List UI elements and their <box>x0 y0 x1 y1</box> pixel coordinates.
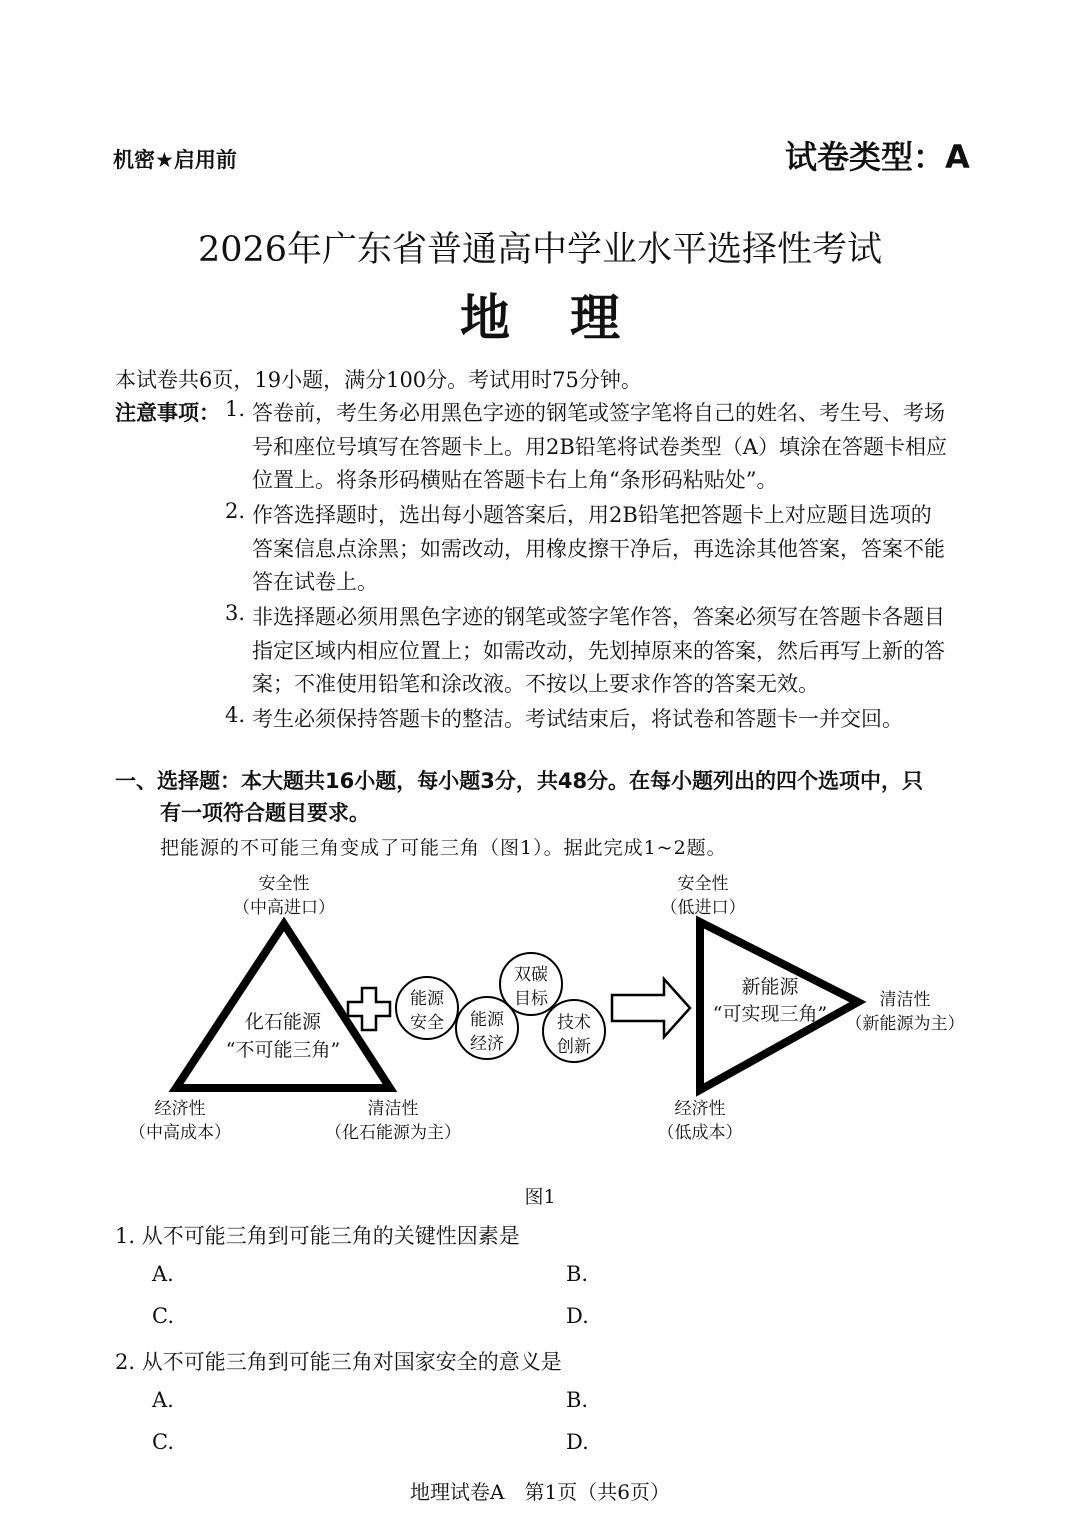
note-number: 1. <box>225 397 246 421</box>
right-center-2: “可实现三角” <box>712 1003 828 1025</box>
right-r-label: 清洁性 <box>879 990 931 1010</box>
left-br-label: 清洁性 <box>367 1099 419 1119</box>
note-number: 3. <box>225 601 246 625</box>
note-line: 号和座位号填写在答题卡上。用2B铅笔将试卷类型（A）填涂在答题卡相应 <box>252 435 947 459</box>
page-footer: 地理试卷A 第1页（共6页） <box>410 1480 670 1504</box>
right-r-sub: （新能源为主） <box>845 1014 965 1034</box>
energy-triangle-figure <box>0 860 1080 1160</box>
note-line: 指定区域内相应位置上；如需改动，先划掉原来的答案，然后再写上新的答 <box>252 639 945 663</box>
left-top-sub: （中高进口） <box>233 898 335 918</box>
left-center-1: 化石能源 <box>244 1011 322 1033</box>
left-bl-label: 经济性 <box>154 1099 206 1119</box>
option-d: D. <box>566 1304 589 1328</box>
note-line: 非选择题必须用黑色字迹的钢笔或签字笔作答，答案必须写在答题卡各题目 <box>252 605 945 629</box>
circle-text: 能源 <box>410 989 444 1009</box>
circle-text: 安全 <box>410 1013 444 1033</box>
left-br-sub: （化石能源为主） <box>325 1123 461 1143</box>
right-bot-sub: （低成本） <box>657 1123 743 1143</box>
question-1-stem: 1. 从不可能三角到可能三角的关键性因素是 <box>115 1224 520 1248</box>
section-heading: 一、选择题：本大题共16小题，每小题3分，共48分。在每小题列出的四个选项中，只 <box>115 769 924 793</box>
circle-text: 经济 <box>470 1034 504 1054</box>
subject-title: 地理 <box>460 289 680 347</box>
note-line: 作答选择题时，选出每小题答案后，用2B铅笔把答题卡上对应题目选项的 <box>252 503 932 527</box>
note-line: 答在试卷上。 <box>252 570 378 594</box>
left-center-2: “不可能三角” <box>225 1039 341 1061</box>
option-b: B. <box>566 1388 589 1412</box>
note-number: 4. <box>225 703 246 727</box>
circle-text: 双碳 <box>514 965 548 985</box>
right-arrow-icon <box>612 979 690 1037</box>
right-center-1: 新能源 <box>741 976 799 998</box>
circle-text: 目标 <box>514 989 548 1009</box>
option-a: A. <box>152 1388 174 1412</box>
paper-type-label: 试卷类型：A <box>785 138 970 176</box>
note-line: 答卷前，考生务必用黑色字迹的钢笔或签字笔将自己的姓名、考生号、考场 <box>252 401 945 425</box>
note-line: 考生必须保持答题卡的整洁。考试结束后，将试卷和答题卡一并交回。 <box>252 707 903 731</box>
factor-circle-tech-innovation <box>543 1000 605 1062</box>
exam-title: 2026年广东省普通高中学业水平选择性考试 <box>197 230 883 270</box>
plus-icon <box>348 988 390 1030</box>
factor-circle-energy-economy <box>456 997 518 1059</box>
option-a: A. <box>152 1262 174 1286</box>
question-passage: 把能源的不可能三角变成了可能三角（图1）。据此完成1~2题。 <box>160 837 727 859</box>
note-number: 2. <box>225 499 246 523</box>
impossible-triangle <box>176 924 390 1088</box>
left-bl-sub: （中高成本） <box>129 1123 231 1143</box>
left-top-label: 安全性 <box>258 874 310 894</box>
option-b: B. <box>566 1262 589 1286</box>
question-2-stem: 2. 从不可能三角到可能三角对国家安全的意义是 <box>115 1350 562 1374</box>
circle-text: 能源 <box>470 1010 504 1030</box>
circle-text: 技术 <box>557 1013 591 1033</box>
section-heading-cont: 有一项符合题目要求。 <box>160 801 370 825</box>
right-bot-label: 经济性 <box>674 1099 726 1119</box>
figure-caption: 图1 <box>524 1186 556 1208</box>
exam-intro: 本试卷共6页，19小题，满分100分。考试用时75分钟。 <box>115 368 642 392</box>
option-c: C. <box>152 1430 174 1454</box>
notes-label: 注意事项： <box>115 401 220 425</box>
note-line: 位置上。将条形码横贴在答题卡右上角“条形码粘贴处”。 <box>252 468 778 492</box>
factor-circle-energy-security <box>396 977 458 1039</box>
note-line: 案；不准使用铅笔和涂改液。不按以上要求作答的答案无效。 <box>252 672 819 696</box>
option-c: C. <box>152 1304 174 1328</box>
circle-text: 创新 <box>557 1037 591 1057</box>
confidential-label: 机密★启用前 <box>113 148 237 172</box>
option-d: D. <box>566 1430 589 1454</box>
right-top-label: 安全性 <box>677 874 729 894</box>
right-top-sub: （低进口） <box>660 898 746 918</box>
note-line: 答案信息点涂黑；如需改动，用橡皮擦干净后，再选涂其他答案，答案不能 <box>252 537 945 561</box>
